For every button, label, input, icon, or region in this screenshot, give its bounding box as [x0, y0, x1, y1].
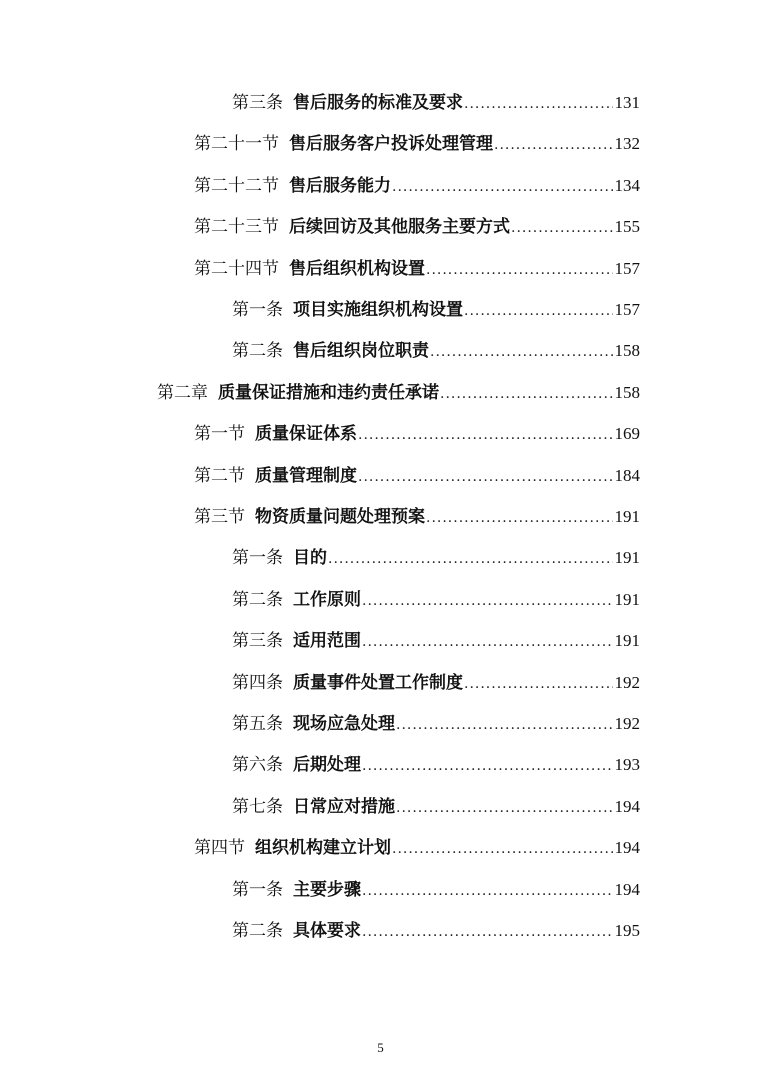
toc-entry-number: 第二十三节: [194, 217, 279, 238]
toc-entry[interactable]: [232, 750, 640, 780]
toc-entry-number: 第三节: [194, 507, 245, 527]
toc-entry[interactable]: [232, 585, 640, 615]
toc-entry[interactable]: [232, 668, 640, 698]
toc-entry-number: 第五条: [232, 714, 283, 734]
toc-entry[interactable]: [194, 212, 640, 242]
toc-entry-title: 工作原则: [293, 589, 361, 610]
toc-entry-title: 项目实施组织机构设置: [293, 300, 463, 320]
toc-entry-page: 191: [614, 631, 640, 651]
toc-entry-page: 132: [614, 134, 640, 154]
toc-entry-page: 131: [614, 93, 640, 112]
toc-entry-title: 日常应对措施: [293, 796, 395, 817]
toc-entry-number: 第六条: [232, 755, 283, 776]
toc-entry-page: 191: [614, 548, 640, 568]
toc-entry-title: 质量保证体系: [255, 424, 357, 445]
toc-entry[interactable]: [194, 254, 640, 284]
toc-entry[interactable]: [232, 709, 640, 739]
toc-entry[interactable]: [232, 543, 640, 573]
toc-entry[interactable]: [157, 378, 640, 408]
toc-entry-number: 第三条: [232, 93, 283, 113]
toc-entry-title: 售后组织岗位职责: [293, 341, 429, 362]
toc-dot-leader: [430, 337, 613, 367]
toc-entry-page: 192: [614, 672, 640, 692]
toc-entry-title: 现场应急处理: [293, 714, 395, 734]
toc-dot-leader: [362, 751, 613, 781]
toc-entry-page: 169: [614, 424, 640, 444]
toc-entry-title: 后续回访及其他服务主要方式: [289, 217, 510, 238]
toc-dot-leader: [396, 710, 613, 740]
toc-entry-page: 194: [614, 879, 640, 899]
toc-entry-number: 第二十四节: [194, 258, 279, 279]
toc-entry[interactable]: [232, 295, 640, 325]
toc-entry-page: 157: [614, 300, 640, 319]
toc-dot-leader: [362, 627, 613, 657]
toc-entry[interactable]: [194, 129, 640, 159]
toc-entry[interactable]: [194, 461, 640, 491]
toc-entry-number: 第二章: [157, 382, 208, 403]
toc-entry[interactable]: [232, 792, 640, 822]
toc-entry-number: 第二条: [232, 341, 283, 362]
toc-dot-leader: [362, 876, 613, 906]
toc-entry-page: 194: [614, 838, 640, 858]
toc-entry-number: 第二条: [232, 589, 283, 610]
toc-entry-number: 第二条: [232, 921, 283, 941]
toc-entry-title: 适用范围: [293, 631, 361, 652]
toc-entry-number: 第二十一节: [194, 134, 279, 155]
toc-dot-leader: [511, 213, 613, 243]
toc-entry-number: 第四节: [194, 838, 245, 859]
toc-dot-leader: [392, 172, 613, 202]
toc-entry-title: 售后服务的标准及要求: [293, 93, 463, 113]
toc-entry[interactable]: [232, 916, 640, 946]
toc-entry-page: 158: [614, 382, 640, 402]
toc-dot-leader: [358, 462, 613, 492]
toc-entry-title: 售后服务客户投诉处理管理: [289, 134, 493, 155]
toc-entry-number: 第三条: [232, 631, 283, 652]
toc-entry-number: 第一条: [232, 300, 283, 320]
toc-entry[interactable]: [194, 502, 640, 532]
toc-dot-leader: [396, 793, 613, 823]
toc-dot-leader: [440, 379, 613, 409]
toc-dot-leader: [494, 130, 613, 160]
toc-entry-number: 第四条: [232, 672, 283, 693]
toc-entry[interactable]: [194, 171, 640, 201]
toc-entry[interactable]: [232, 875, 640, 905]
toc-entry-title: 具体要求: [293, 921, 361, 941]
toc-entry-title: 主要步骤: [293, 879, 361, 900]
toc-entry-number: 第一节: [194, 424, 245, 445]
toc-dot-leader: [362, 586, 613, 616]
toc-entry[interactable]: [194, 833, 640, 863]
toc-entry-page: 191: [614, 507, 640, 526]
toc-dot-leader: [426, 503, 613, 533]
toc-entry-title: 质量管理制度: [255, 465, 357, 486]
toc-entry-page: 191: [614, 589, 640, 609]
toc-entry-page: 192: [614, 714, 640, 733]
toc-dot-leader: [392, 834, 613, 864]
toc-entry-page: 157: [614, 258, 640, 278]
toc-entry-number: 第二十二节: [194, 175, 279, 196]
toc-entry-page: 184: [614, 465, 640, 485]
toc-entry-page: 134: [614, 175, 640, 195]
toc-dot-leader: [362, 917, 613, 947]
toc-entry[interactable]: [194, 419, 640, 449]
toc-entry-title: 组织机构建立计划: [255, 838, 391, 859]
toc-entry[interactable]: [232, 626, 640, 656]
toc-entry-page: 194: [614, 796, 640, 816]
toc-entry-number: 第七条: [232, 796, 283, 817]
toc-entry-number: 第一条: [232, 548, 283, 569]
toc-dot-leader: [464, 296, 613, 326]
toc-dot-leader: [328, 544, 613, 574]
toc-dot-leader: [464, 89, 613, 119]
toc-entry-page: 158: [614, 341, 640, 361]
toc-entry-page: 193: [614, 755, 640, 775]
toc-entry-title: 目的: [293, 548, 327, 569]
toc-entry-title: 售后组织机构设置: [289, 258, 425, 279]
toc-entry-number: 第一条: [232, 879, 283, 900]
toc-dot-leader: [464, 669, 613, 699]
toc-entry[interactable]: [232, 336, 640, 366]
toc-dot-leader: [426, 255, 613, 285]
toc-entry-page: 195: [614, 921, 640, 940]
toc-entry-title: 物资质量问题处理预案: [255, 507, 425, 527]
toc-entry[interactable]: [232, 88, 640, 118]
toc-entry-title: 质量事件处置工作制度: [293, 672, 463, 693]
toc-entry-title: 质量保证措施和违约责任承诺: [218, 382, 439, 403]
toc-entry-number: 第二节: [194, 465, 245, 486]
toc-dot-leader: [358, 420, 613, 450]
toc-entry-title: 后期处理: [293, 755, 361, 776]
toc-entry-title: 售后服务能力: [289, 175, 391, 196]
toc-entry-page: 155: [614, 217, 640, 237]
page-number: 5: [377, 1040, 384, 1055]
